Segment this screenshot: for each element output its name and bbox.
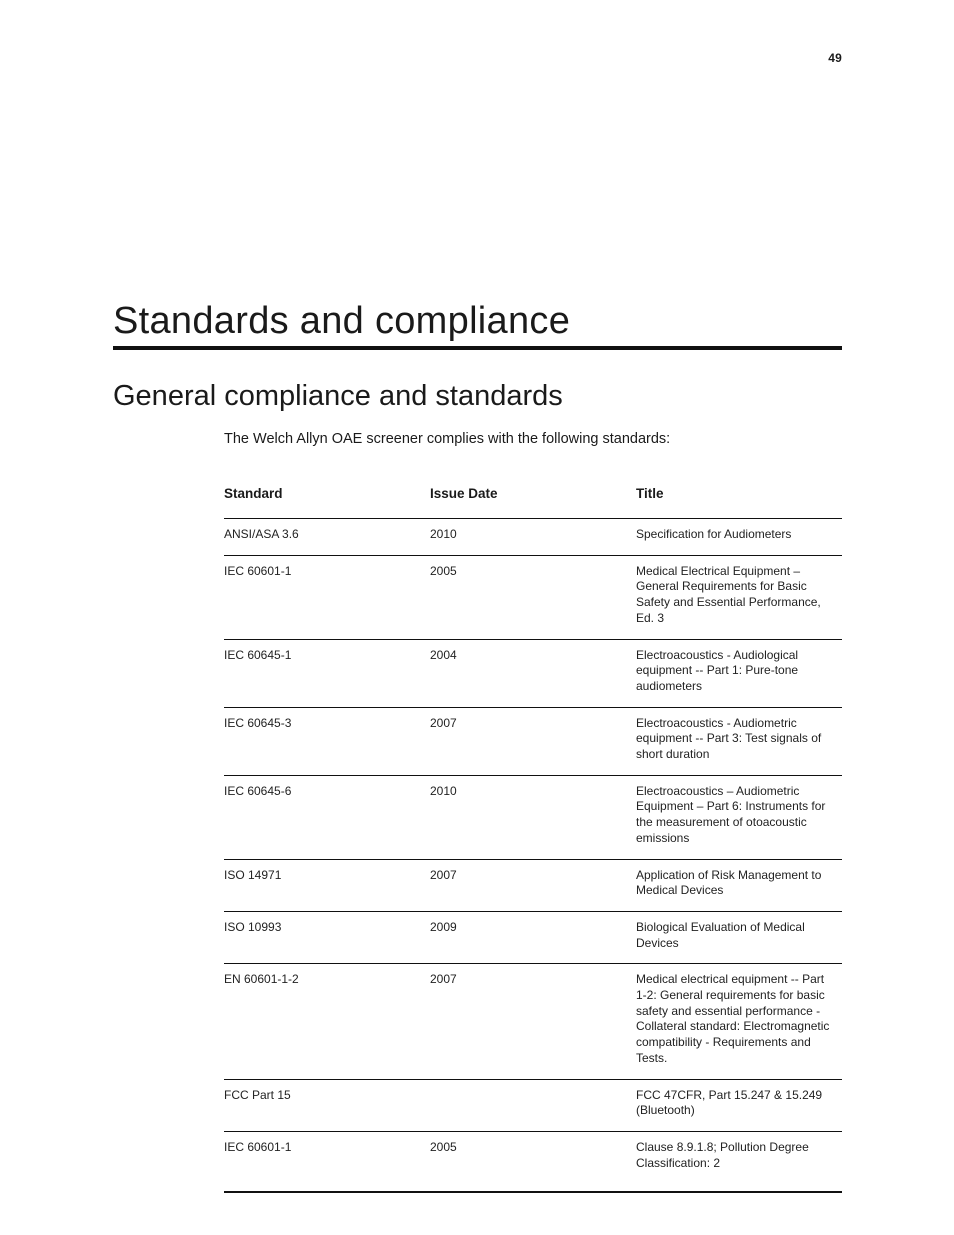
table-header-row [224, 486, 842, 519]
cell-standard: EN 60601-1-2 [224, 964, 430, 1079]
table-row [224, 555, 842, 639]
cell-issue-date: 2005 [430, 555, 636, 639]
column-header-issue-date: Issue Date [430, 486, 636, 519]
cell-standard: ANSI/ASA 3.6 [224, 519, 430, 556]
cell-issue-date: 2005 [430, 1131, 636, 1192]
cell-title: FCC 47CFR, Part 15.247 & 15.249 (Bluetooth) [636, 1079, 842, 1131]
intro-paragraph: The Welch Allyn OAE screener complies with the following standards: [224, 431, 671, 447]
cell-issue-date: 2010 [430, 519, 636, 556]
table-row [224, 1079, 842, 1131]
cell-title: Application of Risk Management to Medical Devices [636, 859, 842, 911]
table-row [224, 639, 842, 707]
cell-title: Electroacoustics - Audiometric equipment -- Part 3: Test signals of short duration [636, 707, 842, 775]
cell-issue-date: 2009 [430, 911, 636, 963]
cell-title: Medical electrical equipment -- Part 1-2: General requirements for basic safety and essential performance - Collateral standard: Electromagnetic compatibility - Requirements and Tests. [636, 964, 842, 1079]
table-row [224, 964, 842, 1079]
cell-issue-date: 2007 [430, 964, 636, 1079]
table-row [224, 519, 842, 556]
cell-issue-date: 2004 [430, 639, 636, 707]
cell-title: Electroacoustics – Audiometric Equipment – Part 6: Instruments for the measurement of otoacoustic emissions [636, 775, 842, 859]
cell-issue-date: 2007 [430, 707, 636, 775]
cell-standard: IEC 60645-1 [224, 639, 430, 707]
table-row [224, 707, 842, 775]
column-header-title: Title [636, 486, 842, 519]
cell-standard: IEC 60601-1 [224, 1131, 430, 1192]
standards-table [224, 486, 842, 1193]
cell-title: Medical Electrical Equipment – General Requirements for Basic Safety and Essential Performance, Ed. 3 [636, 555, 842, 639]
cell-title: Biological Evaluation of Medical Devices [636, 911, 842, 963]
title-rule [113, 346, 842, 350]
column-header-standard: Standard [224, 486, 430, 519]
cell-standard: ISO 14971 [224, 859, 430, 911]
page-title: Standards and compliance [113, 300, 571, 342]
table-row [224, 859, 842, 911]
cell-standard: IEC 60601-1 [224, 555, 430, 639]
cell-standard: IEC 60645-3 [224, 707, 430, 775]
cell-issue-date [430, 1079, 636, 1131]
section-title: General compliance and standards [113, 380, 563, 412]
cell-standard: ISO 10993 [224, 911, 430, 963]
cell-title: Specification for Audiometers [636, 519, 842, 556]
page-number: 49 [828, 51, 842, 65]
cell-standard: FCC Part 15 [224, 1079, 430, 1131]
table-row [224, 775, 842, 859]
cell-standard: IEC 60645-6 [224, 775, 430, 859]
cell-issue-date: 2007 [430, 859, 636, 911]
table-row [224, 911, 842, 963]
cell-title: Electroacoustics - Audiological equipment -- Part 1: Pure-tone audiometers [636, 639, 842, 707]
table-row [224, 1131, 842, 1192]
cell-issue-date: 2010 [430, 775, 636, 859]
cell-title: Clause 8.9.1.8; Pollution Degree Classification: 2 [636, 1131, 842, 1192]
